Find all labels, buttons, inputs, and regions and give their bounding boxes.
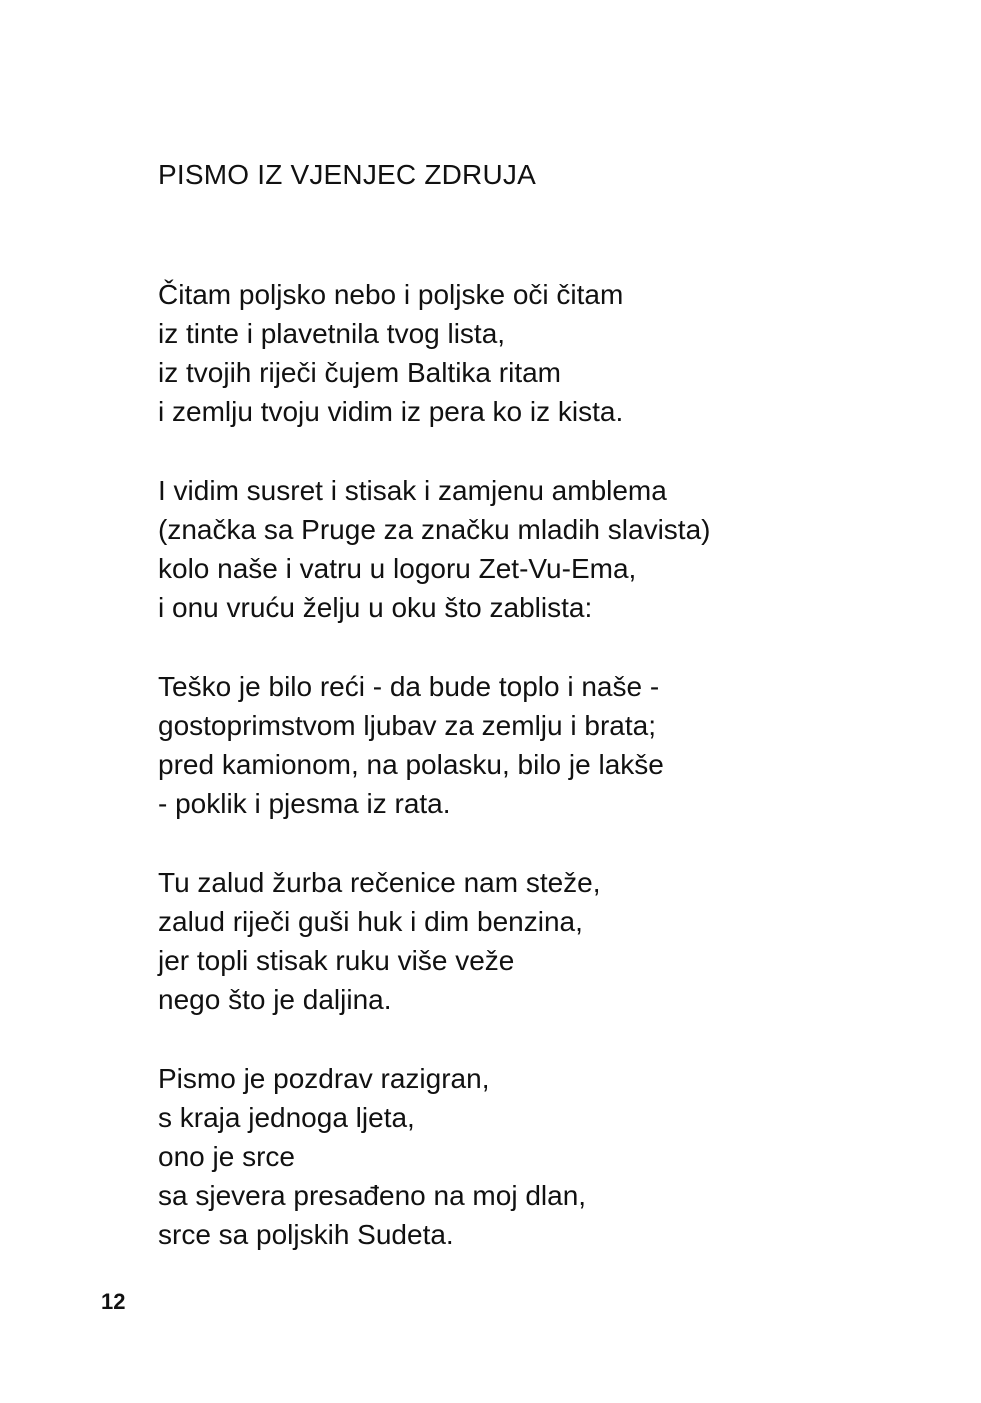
page-number: 12	[101, 1289, 126, 1314]
poem-line: Tu zalud žurba rečenice nam steže,	[158, 867, 601, 898]
poem-line: pred kamionom, na polasku, bilo je lakše	[158, 749, 664, 780]
poem-line: s kraja jednoga ljeta,	[158, 1102, 415, 1133]
poem-line: kolo naše i vatru u logoru Zet-Vu-Ema,	[158, 553, 637, 584]
poem-line: nego što je daljina.	[158, 984, 392, 1015]
stanza-4	[158, 863, 918, 1019]
poem-title: PISMO IZ VJENJEC ZDRUJA	[158, 159, 536, 190]
poem-line: - poklik i pjesma iz rata.	[158, 788, 451, 819]
poem-line: iz tvojih riječi čujem Baltika ritam	[158, 357, 561, 388]
stanza-1	[158, 275, 918, 431]
poem-line: Teško je bilo reći - da bude toplo i naše -	[158, 671, 660, 702]
poem-line: I vidim susret i stisak i zamjenu amblema	[158, 475, 667, 506]
poem-line: ono je srce	[158, 1141, 295, 1172]
poem-line: zalud riječi guši huk i dim benzina,	[158, 906, 583, 937]
poem-line: sa sjevera presađeno na moj dlan,	[158, 1180, 587, 1211]
poem-line: i onu vruću želju u oku što zablista:	[158, 592, 593, 623]
poem-line: jer topli stisak ruku više veže	[158, 945, 515, 976]
stanza-5	[158, 1059, 918, 1254]
poem-line: gostoprimstvom ljubav za zemlju i brata;	[158, 710, 656, 741]
poem-line: (značka sa Pruge za značku mladih slavista)	[158, 514, 711, 545]
stanza-3	[158, 667, 918, 823]
poem-body	[158, 275, 918, 1294]
poem-line: Čitam poljsko nebo i poljske oči čitam	[158, 279, 624, 310]
poem-line: i zemlju tvoju vidim iz pera ko iz kista.	[158, 396, 624, 427]
poem-line: iz tinte i plavetnila tvog lista,	[158, 318, 506, 349]
poem-line: srce sa poljskih Sudeta.	[158, 1219, 454, 1250]
poem-line: Pismo je pozdrav razigran,	[158, 1063, 490, 1094]
stanza-2	[158, 471, 918, 627]
